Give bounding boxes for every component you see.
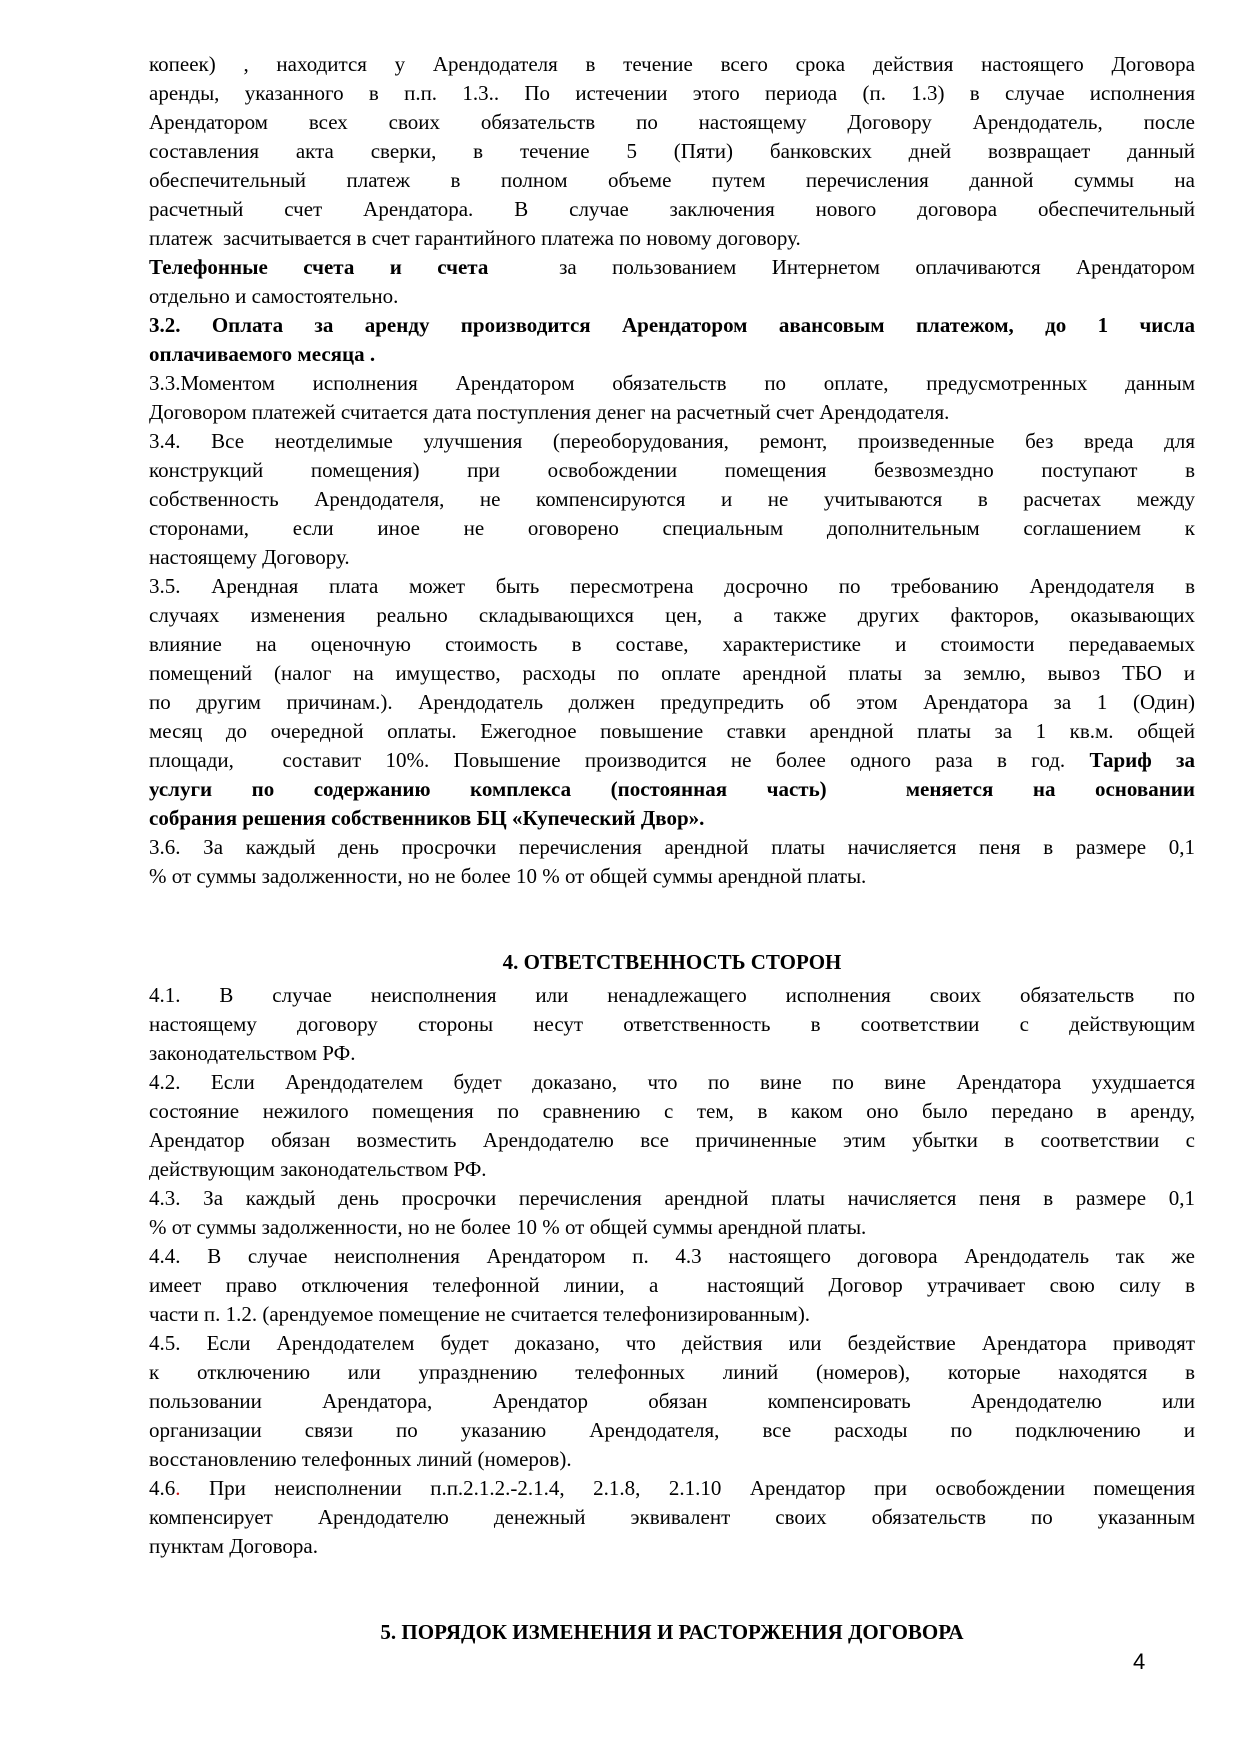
text-line <box>149 1358 1195 1387</box>
text-line <box>149 282 1195 311</box>
text-run: обеспечительный платеж в полном объеме путем перечисления данной суммы на <box>149 168 1195 192</box>
text-run: платеж засчитывается в счет гарантийного платежа по новому договору. <box>149 226 801 250</box>
paragraph <box>149 1474 1195 1561</box>
text-line <box>149 340 1195 369</box>
text-line <box>149 1271 1195 1300</box>
text-run: 3.4. Все неотделимые улучшения (переоборудования, ремонт, произведенные без вреда для <box>149 429 1195 453</box>
text-line <box>149 572 1195 601</box>
text-line <box>149 746 1195 775</box>
text-line <box>149 630 1195 659</box>
text-line <box>149 1532 1195 1561</box>
text-run: 4.3. За каждый день просрочки перечисления арендной платы начисляется пеня в размере 0,1 <box>149 1186 1195 1210</box>
text-run: настоящему Договору. <box>149 545 350 569</box>
text-run: отдельно и самостоятельно. <box>149 284 399 308</box>
text-line <box>149 311 1195 340</box>
text-run: 4.5. Если Арендодателем будет доказано, что действия или бездействие Арендатора приводят <box>149 1331 1195 1355</box>
text-run: 4.4. В случае неисполнения Арендатором п. 4.3 настоящего договора Арендодатель так же <box>149 1244 1195 1268</box>
bold-text-run: оплачиваемого месяца . <box>149 342 376 366</box>
text-run: помещений (налог на имущество, расходы по оплате арендной платы за землю, вывоз ТБО и <box>149 661 1195 685</box>
paragraph <box>149 253 1195 311</box>
bold-text-run: услуги по содержанию комплекса (постоянная часть) меняется на основании <box>149 777 1195 801</box>
text-line <box>149 1184 1195 1213</box>
text-run: состояние нежилого помещения по сравнению с тем, в каком оно было передано в аренду, <box>149 1099 1195 1123</box>
text-run: влияние на оценочную стоимость в составе, характеристике и стоимости передаваемых <box>149 632 1195 656</box>
paragraph <box>149 311 1195 369</box>
text-run: сторонами, если иное не оговорено специальным дополнительным соглашением к <box>149 516 1195 540</box>
text-line <box>149 1618 1195 1647</box>
text-line <box>149 1474 1195 1503</box>
text-run: части п. 1.2. (арендуемое помещение не считается телефонизированным). <box>149 1302 811 1326</box>
text-line <box>149 456 1195 485</box>
text-run: площади, составит 10%. Повышение производится не более одного раза в год. <box>149 748 1090 772</box>
text-run: аренды, указанного в п.п. 1.3.. По истечении этого периода (п. 1.3) в случае исполнения <box>149 81 1195 105</box>
text-run: % от суммы задолженности, но не более 10 % от общей суммы арендной платы. <box>149 1215 867 1239</box>
text-line <box>149 1155 1195 1184</box>
text-run: настоящему договору стороны несут ответственность в соответствии с действующим <box>149 1012 1195 1036</box>
text-run: % от суммы задолженности, но не более 10 % от общей суммы арендной платы. <box>149 864 867 888</box>
text-run: расчетный счет Арендатора. В случае заключения нового договора обеспечительный <box>149 197 1195 221</box>
paragraph <box>149 833 1195 891</box>
text-line <box>149 253 1195 282</box>
text-line <box>149 166 1195 195</box>
bold-text-run: Тариф за <box>1089 748 1195 772</box>
text-line <box>149 1387 1195 1416</box>
page-number: 4 <box>1133 1649 1146 1674</box>
paragraph <box>149 427 1195 572</box>
text-line <box>149 688 1195 717</box>
text-run: восстановлению телефонных линий (номеров). <box>149 1447 572 1471</box>
text-run: собственность Арендодателя, не компенсируются и не учитываются в расчетах между <box>149 487 1195 511</box>
text-line <box>149 775 1195 804</box>
text-run: Арендатором всех своих обязательств по настоящему Договору Арендодатель, после <box>149 110 1195 134</box>
bold-text-run: 3.2. Оплата за аренду производится Арендатором авансовым платежом, до 1 числа <box>149 313 1195 337</box>
text-line <box>149 1329 1195 1358</box>
red-period: . <box>175 1476 181 1500</box>
text-run: конструкций помещения) при освобождении помещения безвозмездно поступают в <box>149 458 1195 482</box>
text-line <box>149 833 1195 862</box>
text-line <box>149 1097 1195 1126</box>
text-run: 4.2. Если Арендодателем будет доказано, что по вине по вине Арендатора ухудшается <box>149 1070 1195 1094</box>
text-line <box>149 485 1195 514</box>
text-line <box>149 1068 1195 1097</box>
text-line <box>149 1039 1195 1068</box>
text-run: к отключению или упразднению телефонных линий (номеров), которые находятся в <box>149 1360 1195 1384</box>
text-line <box>149 398 1195 427</box>
text-line <box>149 224 1195 253</box>
text-line <box>149 948 1195 977</box>
text-line <box>149 1300 1195 1329</box>
text-run: копеек) , находится у Арендодателя в течение всего срока действия настоящего Договора <box>149 52 1195 76</box>
paragraph <box>149 981 1195 1068</box>
text-line <box>149 543 1195 572</box>
text-line <box>149 79 1195 108</box>
text-run: 3.6. За каждый день просрочки перечисления арендной платы начисляется пеня в размере 0,1 <box>149 835 1195 859</box>
text-line <box>149 1242 1195 1271</box>
text-line <box>149 1010 1195 1039</box>
text-run: действующим законодательством РФ. <box>149 1157 487 1181</box>
text-line <box>149 137 1195 166</box>
text-line <box>149 601 1195 630</box>
document-body <box>149 50 1195 1651</box>
text-run: При неисполнении п.п.2.1.2.-2.1.4, 2.1.8, 2.1.10 Арендатор при освобождении помещения <box>180 1476 1195 1500</box>
paragraph <box>149 1329 1195 1474</box>
text-run: месяц до очередной оплаты. Ежегодное повышение ставки арендной платы за 1 кв.м. общей <box>149 719 1195 743</box>
text-run: 4. ОТВЕТСТВЕННОСТЬ СТОРОН <box>502 950 842 974</box>
paragraph <box>149 369 1195 427</box>
text-run: пунктам Договора. <box>149 1534 318 1558</box>
text-run: за пользованием Интернетом оплачиваются Арендатором <box>488 255 1195 279</box>
bold-text-run: собрания решения собственников БЦ «Купеческий Двор». <box>149 806 705 830</box>
text-line <box>149 981 1195 1010</box>
paragraph <box>149 50 1195 253</box>
text-line <box>149 1126 1195 1155</box>
text-run: компенсирует Арендодателю денежный эквивалент своих обязательств по указанным <box>149 1505 1195 1529</box>
text-line <box>149 1503 1195 1532</box>
text-run: Договором платежей считается дата поступления денег на расчетный счет Арендодателя. <box>149 400 950 424</box>
text-run: 5. ПОРЯДОК ИЗМЕНЕНИЯ И РАСТОРЖЕНИЯ ДОГОВОРА <box>380 1620 964 1644</box>
text-line <box>149 427 1195 456</box>
text-run: составления акта сверки, в течение 5 (Пяти) банковских дней возвращает данный <box>149 139 1195 163</box>
text-line <box>149 862 1195 891</box>
text-line <box>149 1416 1195 1445</box>
text-run: пользовании Арендатора, Арендатор обязан компенсировать Арендодателю или <box>149 1389 1195 1413</box>
text-line <box>149 369 1195 398</box>
bold-text-run: Телефонные счета и счета <box>149 255 489 279</box>
text-line <box>149 108 1195 137</box>
text-line <box>149 514 1195 543</box>
text-run: Арендатор обязан возместить Арендодателю все причиненные этим убытки в соответствии с <box>149 1128 1195 1152</box>
text-run: 4.1. В случае неисполнения или ненадлежащего исполнения своих обязательств по <box>149 983 1195 1007</box>
section-heading <box>149 948 1195 977</box>
text-line <box>149 804 1195 833</box>
text-run: имеет право отключения телефонной линии, а настоящий Договор утрачивает свою силу в <box>149 1273 1195 1297</box>
text-line <box>149 1445 1195 1474</box>
paragraph <box>149 572 1195 833</box>
paragraph <box>149 1068 1195 1184</box>
text-line <box>149 195 1195 224</box>
text-line <box>149 1213 1195 1242</box>
text-run: по другим причинам.). Арендодатель должен предупредить об этом Арендатора за 1 (Один) <box>149 690 1195 714</box>
text-run: случаях изменения реально складывающихся цен, а также других факторов, оказывающих <box>149 603 1195 627</box>
text-run: организации связи по указанию Арендодателя, все расходы по подключению и <box>149 1418 1195 1442</box>
paragraph <box>149 1184 1195 1242</box>
text-run: 4.6 <box>149 1476 176 1500</box>
text-run: законодательством РФ. <box>149 1041 356 1065</box>
section-heading <box>149 1618 1195 1647</box>
text-run: 3.3.Моментом исполнения Арендатором обязательств по оплате, предусмотренных данным <box>149 371 1195 395</box>
text-line <box>149 50 1195 79</box>
paragraph <box>149 1242 1195 1329</box>
text-line <box>149 659 1195 688</box>
text-line <box>149 717 1195 746</box>
text-run: 3.5. Арендная плата может быть пересмотрена досрочно по требованию Арендодателя в <box>149 574 1195 598</box>
